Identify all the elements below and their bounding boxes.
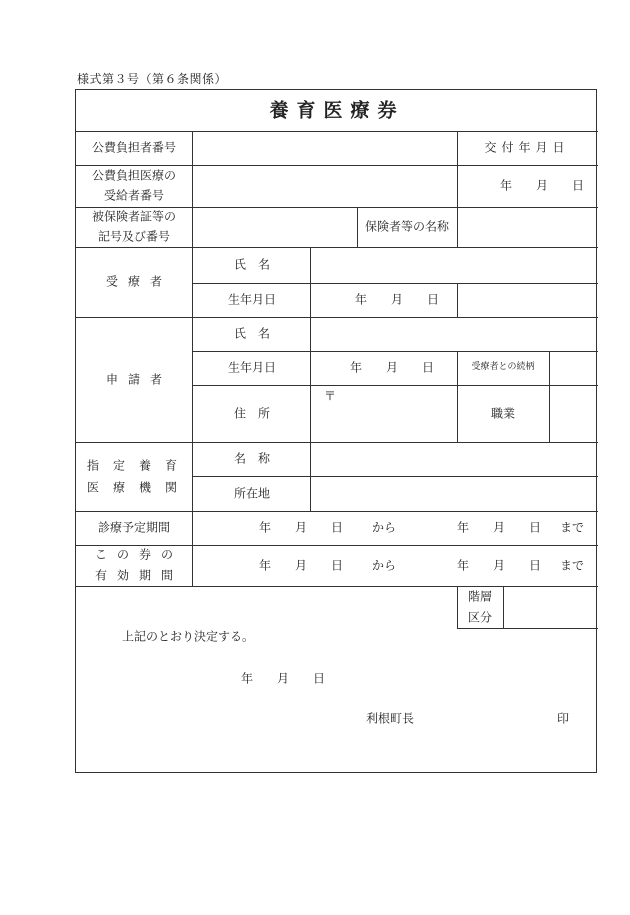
applicant-address-label: 住 所 [233, 406, 271, 421]
institution-name-label: 名 称 [233, 451, 271, 466]
institution-location-label: 所在地 [233, 486, 271, 501]
patient-birthdate-label: 生年月日 [227, 292, 277, 307]
applicant-birthdate-label: 生年月日 [227, 360, 277, 375]
tier-label-line1: 階層 [467, 589, 493, 604]
insured-card-label-line1: 被保険者証等の [91, 209, 177, 224]
row-divider [193, 283, 598, 284]
validity-until: まで [559, 558, 585, 573]
validity-from: から [371, 558, 397, 573]
row-divider [76, 586, 598, 587]
column-divider [549, 351, 550, 442]
applicant-name-label: 氏 名 [233, 326, 271, 341]
decision-date: 年 月 日 [241, 671, 326, 686]
column-divider [457, 586, 458, 628]
validity-start-date: 年 月 日 [258, 558, 344, 573]
public-burden-number-label: 公費負担者番号 [91, 140, 177, 155]
form-title: 養育医療券 [269, 99, 405, 122]
issuer-title: 利根町長 [366, 711, 415, 726]
treatment-from: から [371, 520, 397, 535]
column-divider [192, 131, 193, 586]
column-divider [357, 207, 358, 247]
column-divider [503, 586, 504, 628]
recipient-number-label-line2: 受給者番号 [103, 188, 165, 203]
row-divider [193, 351, 598, 352]
column-divider [457, 207, 458, 247]
medical-voucher-form [75, 89, 597, 773]
treatment-period-label: 診療予定期間 [97, 520, 171, 535]
treatment-end-date: 年 月 日 [456, 520, 542, 535]
institution-label-line2: 医療機関 [86, 480, 192, 495]
recipient-number-label-line1: 公費負担医療の [91, 168, 177, 183]
row-divider [76, 511, 598, 512]
row-divider [76, 442, 598, 443]
row-divider [193, 476, 598, 477]
institution-label-line1: 指定養育 [86, 458, 192, 473]
decision-statement: 上記のとおり決定する。 [122, 629, 255, 644]
form-number-label: 様式第３号（第６条関係） [77, 72, 228, 86]
issue-date-label: 交付年月日 [484, 140, 570, 155]
patient-name-label: 氏 名 [233, 257, 271, 272]
row-divider [457, 628, 598, 629]
validity-period-label-line2: 有効期間 [94, 568, 184, 583]
relation-to-patient-label: 受療者との続柄 [471, 362, 535, 373]
column-divider [457, 351, 458, 442]
patient-birthdate-values: 年 月 日 [354, 292, 440, 307]
postal-mark: 〒 [324, 389, 337, 403]
column-divider [457, 283, 458, 317]
insurer-name-label: 保険者等の名称 [364, 219, 450, 234]
treatment-start-date: 年 月 日 [258, 520, 344, 535]
issue-date-values: 年 月 日 [499, 178, 585, 193]
row-divider [76, 247, 598, 248]
row-divider [76, 317, 598, 318]
tier-label-line2: 区分 [467, 610, 493, 625]
validity-end-date: 年 月 日 [456, 558, 542, 573]
applicant-birthdate-values: 年 月 日 [349, 360, 435, 375]
occupation-label: 職業 [490, 406, 516, 421]
insured-card-label-line2: 記号及び番号 [97, 229, 171, 244]
treatment-until: まで [559, 520, 585, 535]
validity-period-label-line1: この券の [94, 547, 184, 562]
column-divider [457, 131, 458, 207]
column-divider [310, 247, 311, 511]
seal-mark: 印 [557, 711, 570, 726]
applicant-section-label: 申請者 [105, 372, 173, 387]
row-divider [76, 131, 598, 132]
patient-section-label: 受療者 [105, 274, 173, 289]
row-divider [193, 385, 598, 386]
